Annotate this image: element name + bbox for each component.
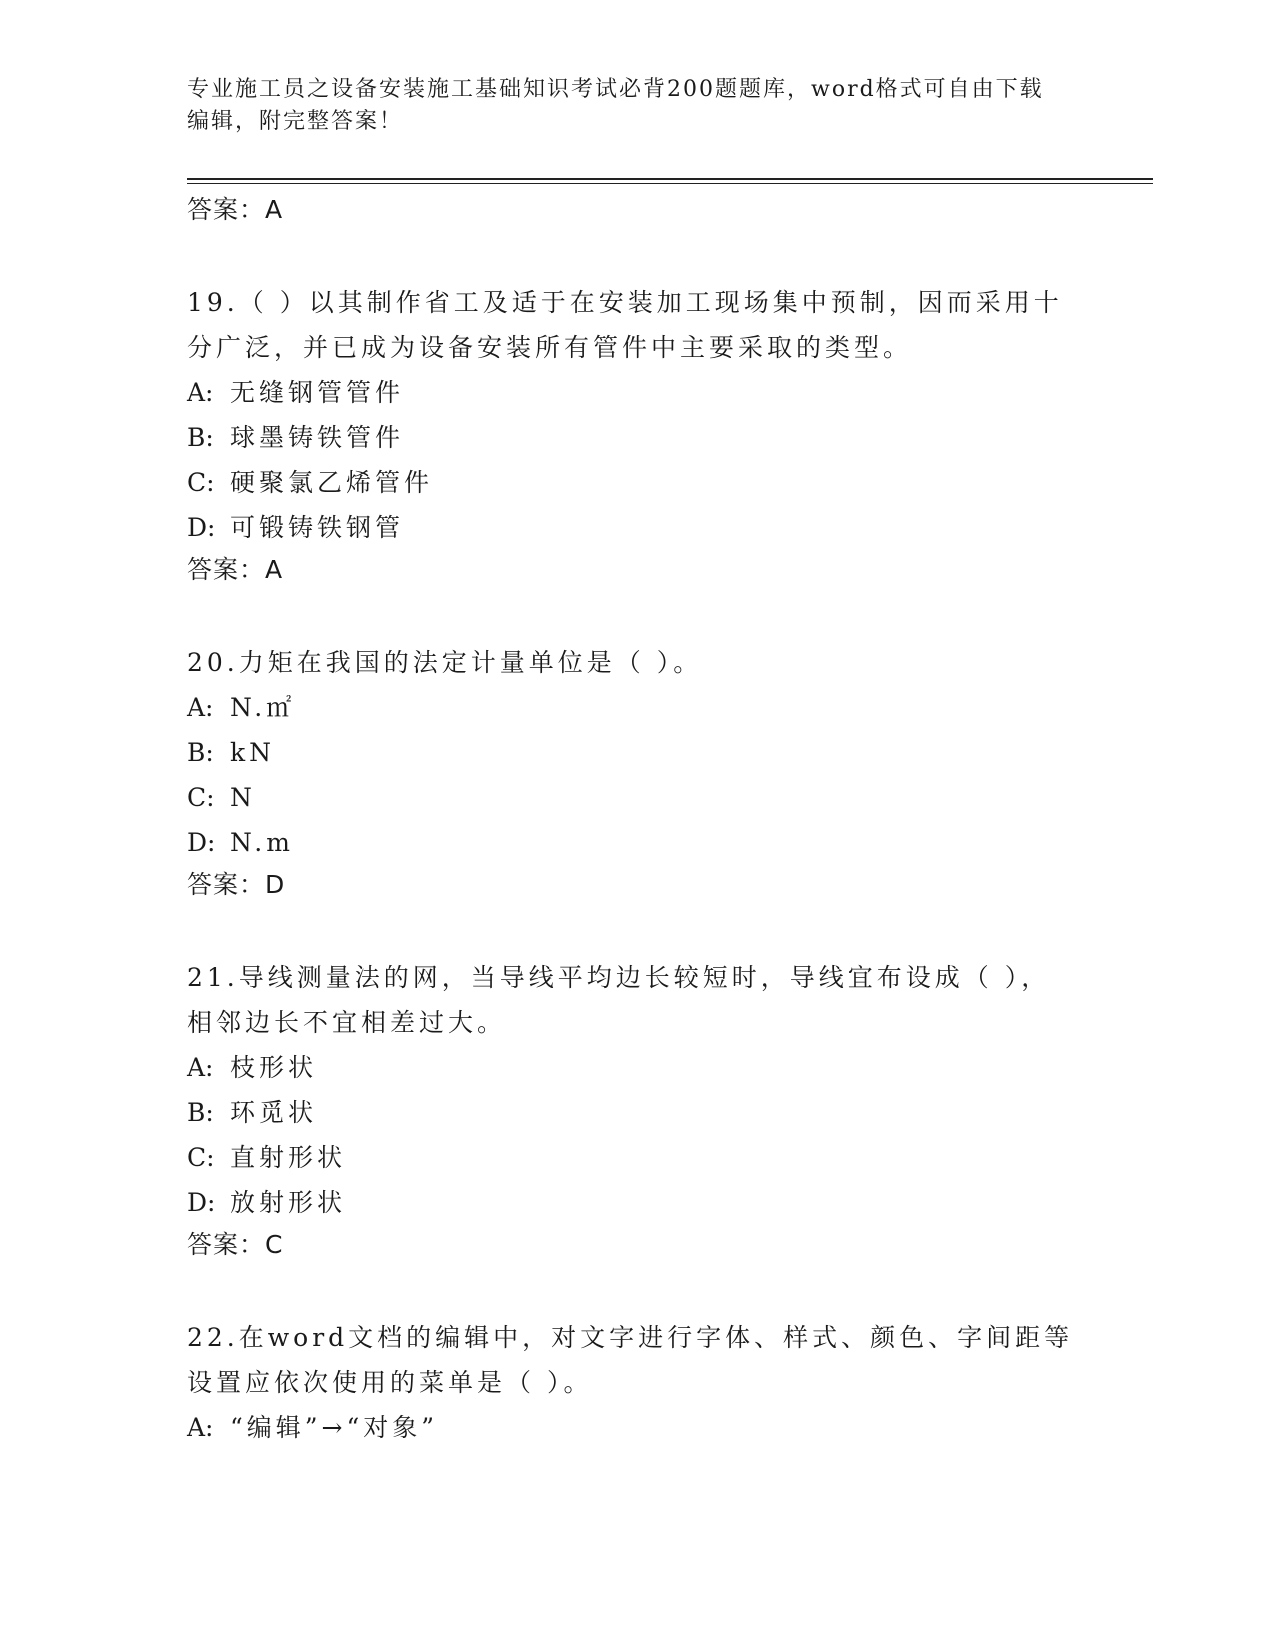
answer-previous: 答案：A xyxy=(187,195,284,224)
question-text-line: 20.力矩在我国的法定计量单位是（ ）。 xyxy=(187,648,703,677)
option-label: B: xyxy=(187,1098,214,1127)
option-c xyxy=(187,460,1087,505)
option-label: A: xyxy=(187,1413,214,1442)
option-text: 直射形状 xyxy=(230,1143,347,1172)
header-rule-thin xyxy=(187,183,1153,184)
option-b xyxy=(187,415,1087,460)
option-label: B: xyxy=(187,423,214,452)
option-text: kN xyxy=(230,738,276,767)
option-label: C: xyxy=(187,1143,215,1172)
option-text: 无缝钢管管件 xyxy=(230,378,405,407)
question-21 xyxy=(187,955,1087,1265)
option-label: D: xyxy=(187,513,216,542)
question-text-line: 19.（ ）以其制作省工及适于在安装加工现场集中预制，因而采用十 xyxy=(187,288,1063,317)
option-a xyxy=(187,685,1087,730)
question-text-line: 分广泛，并已成为设备安装所有管件中主要采取的类型。 xyxy=(187,333,913,362)
option-c xyxy=(187,1135,1087,1180)
option-d xyxy=(187,820,1087,865)
answer: 答案：C xyxy=(187,1230,284,1259)
option-label: C: xyxy=(187,783,215,812)
option-text: N xyxy=(230,783,256,812)
option-b xyxy=(187,1090,1087,1135)
option-label: A: xyxy=(187,378,214,407)
question-22 xyxy=(187,1315,1087,1450)
header-line-2: 编辑，附完整答案！ xyxy=(187,109,404,134)
option-d xyxy=(187,1180,1087,1225)
question-text-line: 设置应依次使用的菜单是（ ）。 xyxy=(187,1368,593,1397)
question-text-line: 22.在word文档的编辑中，对文字进行字体、样式、颜色、字间距等 xyxy=(187,1323,1074,1352)
document-body xyxy=(187,190,1087,1450)
option-text: 可锻铸铁钢管 xyxy=(230,513,405,542)
option-label: A: xyxy=(187,1053,214,1082)
answer: 答案：D xyxy=(187,870,286,899)
option-text: 放射形状 xyxy=(230,1188,347,1217)
question-19 xyxy=(187,280,1087,590)
option-a xyxy=(187,1045,1087,1090)
option-text: “编辑”→“对象” xyxy=(230,1413,439,1442)
option-label: D: xyxy=(187,1188,216,1217)
option-d xyxy=(187,505,1087,550)
header-rule-thick xyxy=(187,178,1153,180)
option-text: N.m xyxy=(230,828,294,857)
option-c xyxy=(187,775,1087,820)
question-text-line: 21.导线测量法的网，当导线平均边长较短时，导线宜布设成（ ）， xyxy=(187,963,1051,992)
option-label: D: xyxy=(187,828,216,857)
answer: 答案：A xyxy=(187,555,284,584)
option-a xyxy=(187,370,1087,415)
question-20 xyxy=(187,640,1087,905)
option-text: 环觅状 xyxy=(230,1098,318,1127)
question-text-line: 相邻边长不宜相差过大。 xyxy=(187,1008,507,1037)
page-header xyxy=(187,74,1067,138)
option-text: 枝形状 xyxy=(230,1053,318,1082)
option-text: 球墨铸铁管件 xyxy=(230,423,405,452)
option-label: C: xyxy=(187,468,215,497)
option-label: A: xyxy=(187,693,214,722)
option-text: N.㎡ xyxy=(230,693,296,722)
header-line-1: 专业施工员之设备安装施工基础知识考试必背200题题库，word格式可自由下载 xyxy=(187,77,1044,102)
option-b xyxy=(187,730,1087,775)
option-label: B: xyxy=(187,738,214,767)
option-text: 硬聚氯乙烯管件 xyxy=(230,468,434,497)
option-a xyxy=(187,1405,1087,1450)
